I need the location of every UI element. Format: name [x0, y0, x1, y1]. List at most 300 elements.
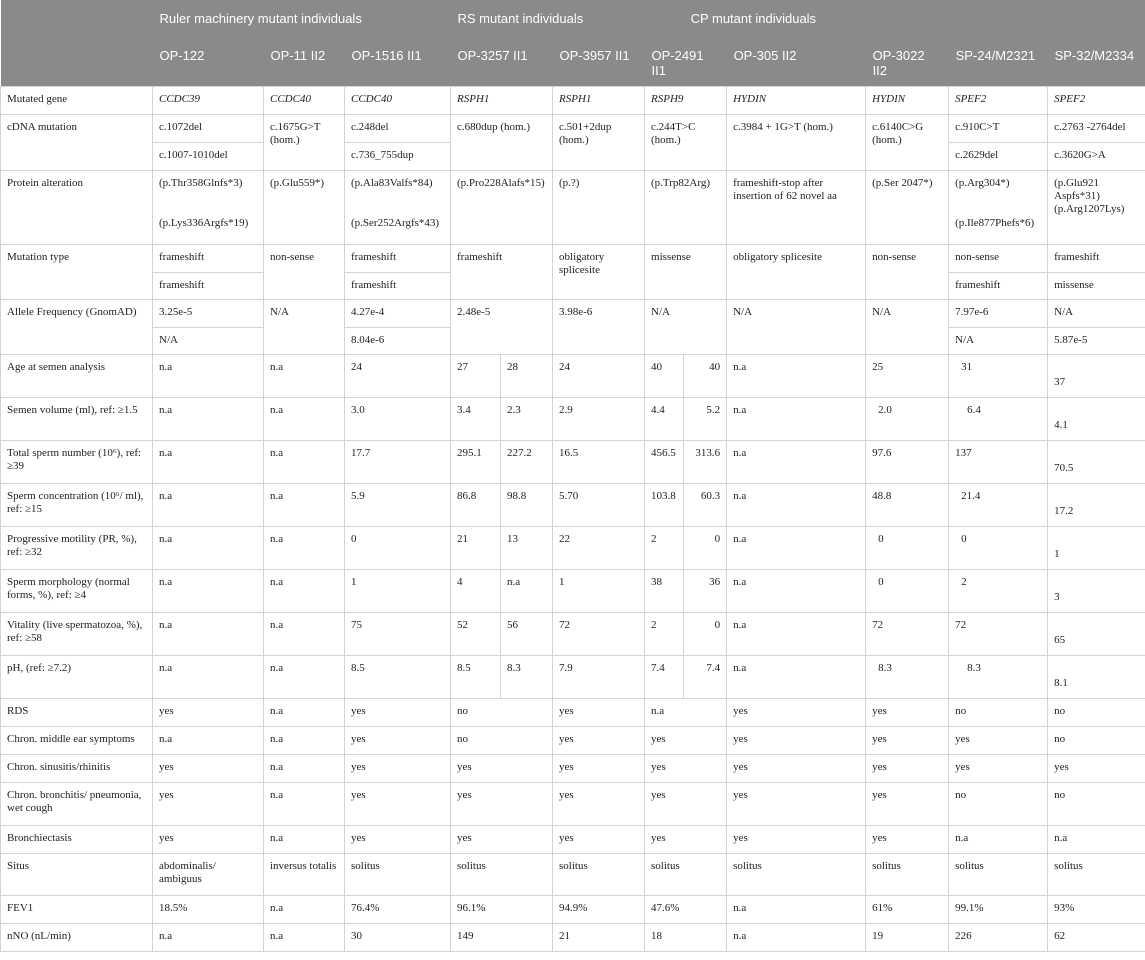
gene-cell: SPEF2 [949, 86, 1048, 114]
value-cell: yes [727, 699, 866, 727]
value-cell: 17.7 [345, 441, 451, 484]
value-cell: n.a [727, 484, 866, 527]
value-cell: 295.1 [451, 441, 501, 484]
value-cell: 40 [684, 355, 727, 398]
value-cell: 8.3 [949, 656, 1048, 699]
allele-cell: 2.48e-5 [451, 300, 553, 355]
value-cell: n.a [264, 755, 345, 783]
value-cell: 86.8 [451, 484, 501, 527]
row-fev1 [1, 896, 1145, 924]
value-cell: solitus [866, 854, 949, 896]
value-cell: n.a [264, 527, 345, 570]
value-cell: 47.6% [645, 896, 727, 924]
row-label: Allele Frequency (GnomAD) [1, 300, 153, 355]
value-cell: n.a [264, 826, 345, 854]
value-cell: 62 [1048, 924, 1145, 952]
value-cell: 0 [345, 527, 451, 570]
value-cell: yes [645, 727, 727, 755]
mtype-cell: missense [645, 245, 727, 300]
row-bronchitis [1, 783, 1145, 826]
value-cell: n.a [645, 699, 727, 727]
value-cell: 99.1% [949, 896, 1048, 924]
value-cell: 226 [949, 924, 1048, 952]
row-label: Progressive motility (PR, %), ref: ≥32 [1, 527, 153, 570]
mtype-cell: frameshift [345, 245, 451, 273]
individual-header: SP-24/M2321 [949, 38, 1048, 86]
value-cell: 1 [345, 570, 451, 613]
cdna-cell: c.2763 -2764del [1048, 114, 1145, 142]
value-cell: 4.1 [1048, 398, 1145, 441]
protein-cell: (p.?) [553, 170, 645, 245]
gene-cell: HYDIN [866, 86, 949, 114]
mtype-cell: non-sense [866, 245, 949, 300]
allele-cell: N/A [949, 328, 1048, 355]
value-cell: n.a [264, 924, 345, 952]
row-sperm-concentration [1, 484, 1145, 527]
value-cell: 21 [451, 527, 501, 570]
mtype-cell: missense [1048, 273, 1145, 300]
protein-cell: (p.Glu921 Aspfs*31) [1048, 170, 1145, 203]
mtype-cell: obligatory splicesite [727, 245, 866, 300]
row-label: Total sperm number (10⁶), ref: ≥39 [1, 441, 153, 484]
allele-cell: N/A [153, 328, 264, 355]
row-ph [1, 656, 1145, 699]
row-progressive-motility [1, 527, 1145, 570]
value-cell: 21.4 [949, 484, 1048, 527]
cdna-cell: c.1675G>T (hom.) [264, 114, 345, 170]
value-cell: 456.5 [645, 441, 684, 484]
value-cell: yes [345, 699, 451, 727]
value-cell: 76.4% [345, 896, 451, 924]
mtype-cell: non-sense [949, 245, 1048, 273]
value-cell: yes [553, 826, 645, 854]
value-cell: solitus [727, 854, 866, 896]
row-cdna [1, 114, 1145, 142]
value-cell: n.a [727, 355, 866, 398]
value-cell: 2 [645, 613, 684, 656]
value-cell: 0 [684, 527, 727, 570]
value-cell: 8.5 [451, 656, 501, 699]
value-cell: n.a [153, 656, 264, 699]
value-cell: 149 [451, 924, 553, 952]
value-cell: 40 [645, 355, 684, 398]
value-cell: 18 [645, 924, 727, 952]
value-cell: yes [727, 755, 866, 783]
individual-header-row [1, 38, 1145, 86]
value-cell: 0 [684, 613, 727, 656]
value-cell: n.a [727, 656, 866, 699]
row-label: Age at semen analysis [1, 355, 153, 398]
value-cell: n.a [153, 613, 264, 656]
value-cell: yes [451, 755, 553, 783]
value-cell: yes [153, 826, 264, 854]
row-situs [1, 854, 1145, 896]
value-cell: 28 [501, 355, 553, 398]
value-cell: 56 [501, 613, 553, 656]
value-cell: 4 [451, 570, 501, 613]
value-cell: 61% [866, 896, 949, 924]
row-label: Chron. middle ear symptoms [1, 727, 153, 755]
value-cell: n.a [153, 727, 264, 755]
mtype-cell: frameshift [153, 245, 264, 273]
value-cell: 8.3 [866, 656, 949, 699]
value-cell: n.a [153, 355, 264, 398]
protein-cell: (p.Glu559*) [264, 170, 345, 245]
cdna-cell: c.244T>C (hom.) [645, 114, 727, 170]
cdna-cell: c.680dup (hom.) [451, 114, 553, 170]
value-cell: 6.4 [949, 398, 1048, 441]
value-cell: n.a [501, 570, 553, 613]
value-cell: n.a [1048, 826, 1145, 854]
value-cell: n.a [264, 727, 345, 755]
value-cell: 0 [949, 527, 1048, 570]
mtype-cell: frameshift [949, 273, 1048, 300]
group-header-row [1, 0, 1145, 38]
value-cell: yes [645, 826, 727, 854]
individual-header: OP-3257 II1 [451, 38, 553, 86]
value-cell: 1 [1048, 527, 1145, 570]
row-label: Bronchiectasis [1, 826, 153, 854]
row-label: FEV1 [1, 896, 153, 924]
allele-cell: 4.27e-4 [345, 300, 451, 328]
value-cell: 38 [645, 570, 684, 613]
value-cell: yes [553, 699, 645, 727]
value-cell: n.a [153, 924, 264, 952]
value-cell: 22 [553, 527, 645, 570]
individual-header: OP-305 II2 [727, 38, 866, 86]
value-cell: 52 [451, 613, 501, 656]
cdna-cell: c.501+2dup (hom.) [553, 114, 645, 170]
value-cell: 8.5 [345, 656, 451, 699]
row-semen-volume [1, 398, 1145, 441]
value-cell: n.a [264, 896, 345, 924]
gene-cell: RSPH9 [645, 86, 727, 114]
value-cell: 0 [866, 527, 949, 570]
value-cell: yes [949, 727, 1048, 755]
value-cell: 93% [1048, 896, 1145, 924]
row-label: Chron. sinusitis/rhinitis [1, 755, 153, 783]
value-cell: no [1048, 727, 1145, 755]
value-cell: no [1048, 783, 1145, 826]
value-cell: solitus [553, 854, 645, 896]
protein-cell: (p.Arg304*) [949, 170, 1048, 203]
allele-cell: 5.87e-5 [1048, 328, 1145, 355]
value-cell: yes [645, 783, 727, 826]
row-label: Semen volume (ml), ref: ≥1.5 [1, 398, 153, 441]
value-cell: 2 [949, 570, 1048, 613]
cdna-cell: c.248del [345, 114, 451, 142]
mtype-cell: frameshift [345, 273, 451, 300]
value-cell: yes [553, 755, 645, 783]
value-cell: 5.70 [553, 484, 645, 527]
value-cell: n.a [264, 656, 345, 699]
value-cell: no [1048, 699, 1145, 727]
value-cell: n.a [727, 570, 866, 613]
gene-cell: CCDC40 [264, 86, 345, 114]
value-cell: yes [866, 755, 949, 783]
value-cell: n.a [727, 398, 866, 441]
gene-cell: CCDC39 [153, 86, 264, 114]
value-cell: n.a [264, 441, 345, 484]
value-cell: yes [1048, 755, 1145, 783]
value-cell: 27 [451, 355, 501, 398]
value-cell: 65 [1048, 613, 1145, 656]
individual-header: OP-11 II2 [264, 38, 345, 86]
value-cell: 36 [684, 570, 727, 613]
value-cell: 70.5 [1048, 441, 1145, 484]
protein-cell: (p.Ala83Valfs*84) [345, 170, 451, 203]
value-cell: n.a [153, 398, 264, 441]
row-protein [1, 170, 1145, 203]
gene-cell: RSPH1 [451, 86, 553, 114]
value-cell: yes [345, 783, 451, 826]
cdna-cell: c.910C>T [949, 114, 1048, 142]
value-cell: 48.8 [866, 484, 949, 527]
row-middle-ear [1, 727, 1145, 755]
cdna-cell: c.736_755dup [345, 142, 451, 170]
cdna-cell: c.1007-1010del [153, 142, 264, 170]
value-cell: n.a [264, 570, 345, 613]
protein-cell: (p.Pro228Alafs*15) [451, 170, 553, 245]
gene-cell: HYDIN [727, 86, 866, 114]
value-cell: 60.3 [684, 484, 727, 527]
corner-cell [1, 38, 153, 86]
row-label: Situs [1, 854, 153, 896]
row-label: pH, (ref: ≥7.2) [1, 656, 153, 699]
value-cell: 98.8 [501, 484, 553, 527]
value-cell: no [451, 727, 553, 755]
protein-cell: (p.Trp82Arg) [645, 170, 727, 245]
mtype-cell: frameshift [1048, 245, 1145, 273]
value-cell: inversus totalis [264, 854, 345, 896]
value-cell: n.a [153, 527, 264, 570]
gene-cell: RSPH1 [553, 86, 645, 114]
allele-cell: N/A [866, 300, 949, 355]
value-cell: yes [345, 755, 451, 783]
cdna-cell: c.3620G>A [1048, 142, 1145, 170]
individual-header: SP-32/M2334 [1048, 38, 1145, 86]
protein-cell: (p.Ser 2047*) [866, 170, 949, 245]
row-label: Sperm morphology (normal forms, %), ref: ≥4 [1, 570, 153, 613]
value-cell: 313.6 [684, 441, 727, 484]
value-cell: 94.9% [553, 896, 645, 924]
value-cell: 2 [645, 527, 684, 570]
individual-header: OP-122 [153, 38, 264, 86]
value-cell: n.a [264, 699, 345, 727]
value-cell: 8.3 [501, 656, 553, 699]
value-cell: yes [949, 755, 1048, 783]
row-nno [1, 924, 1145, 952]
corner-cell [1, 0, 153, 38]
value-cell: yes [866, 826, 949, 854]
value-cell: 24 [345, 355, 451, 398]
row-bronchiectasis [1, 826, 1145, 854]
value-cell: 1 [553, 570, 645, 613]
row-sperm-morphology [1, 570, 1145, 613]
protein-cell: frameshift-stop after insertion of 62 novel aa [727, 170, 866, 245]
value-cell: solitus [451, 854, 553, 896]
value-cell: 19 [866, 924, 949, 952]
value-cell: yes [727, 783, 866, 826]
value-cell: 0 [866, 570, 949, 613]
value-cell: 72 [553, 613, 645, 656]
value-cell: n.a [727, 896, 866, 924]
value-cell: n.a [153, 484, 264, 527]
value-cell: n.a [264, 398, 345, 441]
value-cell: n.a [949, 826, 1048, 854]
individual-header: OP-2491 II1 [645, 38, 727, 86]
allele-cell: N/A [645, 300, 727, 355]
value-cell: yes [451, 826, 553, 854]
value-cell: yes [153, 699, 264, 727]
value-cell: 137 [949, 441, 1048, 484]
protein-cell: (p.Ser252Argfs*43) [345, 203, 451, 245]
row-label: nNO (nL/min) [1, 924, 153, 952]
value-cell: 18.5% [153, 896, 264, 924]
value-cell: yes [727, 826, 866, 854]
mtype-cell: non-sense [264, 245, 345, 300]
row-label: Protein alteration [1, 170, 153, 245]
value-cell: 25 [866, 355, 949, 398]
value-cell: 24 [553, 355, 645, 398]
cdna-cell: c.3984 + 1G>T (hom.) [727, 114, 866, 170]
row-sinusitis [1, 755, 1145, 783]
value-cell: n.a [727, 441, 866, 484]
value-cell: 37 [1048, 355, 1145, 398]
row-label: Mutation type [1, 245, 153, 300]
value-cell: n.a [727, 924, 866, 952]
value-cell: yes [727, 727, 866, 755]
value-cell: 72 [866, 613, 949, 656]
row-allele-frequency [1, 300, 1145, 328]
value-cell: 2.3 [501, 398, 553, 441]
value-cell: yes [345, 826, 451, 854]
value-cell: 3.0 [345, 398, 451, 441]
cdna-cell: c.2629del [949, 142, 1048, 170]
individual-header: OP-1516 II1 [345, 38, 451, 86]
value-cell: yes [866, 783, 949, 826]
value-cell: n.a [264, 484, 345, 527]
value-cell: 3.4 [451, 398, 501, 441]
mtype-cell: frameshift [153, 273, 264, 300]
value-cell: 2.9 [553, 398, 645, 441]
row-mutated-gene [1, 86, 1145, 114]
allele-cell: N/A [264, 300, 345, 355]
protein-cell: (p.Thr358Glnfs*3) [153, 170, 264, 203]
allele-cell: 3.25e-5 [153, 300, 264, 328]
value-cell: 227.2 [501, 441, 553, 484]
group-ruler-header: Ruler machinery mutant individuals [153, 0, 451, 38]
value-cell: 3 [1048, 570, 1145, 613]
value-cell: 4.4 [645, 398, 684, 441]
value-cell: 21 [553, 924, 645, 952]
allele-cell: 3.98e-6 [553, 300, 645, 355]
value-cell: 7.4 [645, 656, 684, 699]
allele-cell: 8.04e-6 [345, 328, 451, 355]
allele-cell: N/A [727, 300, 866, 355]
row-label: cDNA mutation [1, 114, 153, 170]
value-cell: n.a [264, 355, 345, 398]
value-cell: 8.1 [1048, 656, 1145, 699]
value-cell: no [949, 699, 1048, 727]
cdna-cell: c.6140C>G (hom.) [866, 114, 949, 170]
value-cell: 7.4 [684, 656, 727, 699]
value-cell: n.a [153, 570, 264, 613]
value-cell: n.a [727, 527, 866, 570]
value-cell: solitus [645, 854, 727, 896]
row-label: Sperm concentration (10⁶/ ml), ref: ≥15 [1, 484, 153, 527]
value-cell: 5.9 [345, 484, 451, 527]
individual-header: OP-3022 II2 [866, 38, 949, 86]
value-cell: 97.6 [866, 441, 949, 484]
value-cell: 17.2 [1048, 484, 1145, 527]
allele-cell: N/A [1048, 300, 1145, 328]
value-cell: n.a [264, 783, 345, 826]
value-cell: 75 [345, 613, 451, 656]
row-label: Mutated gene [1, 86, 153, 114]
value-cell: 103.8 [645, 484, 684, 527]
row-label: Chron. bronchitis/ pneumonia, wet cough [1, 783, 153, 826]
cdna-cell: c.1072del [153, 114, 264, 142]
value-cell: 7.9 [553, 656, 645, 699]
row-age [1, 355, 1145, 398]
mtype-cell: frameshift [451, 245, 553, 300]
value-cell: yes [866, 699, 949, 727]
value-cell: no [949, 783, 1048, 826]
value-cell: 96.1% [451, 896, 553, 924]
value-cell: yes [553, 783, 645, 826]
value-cell: n.a [153, 441, 264, 484]
gene-cell: CCDC40 [345, 86, 451, 114]
value-cell: yes [451, 783, 553, 826]
row-label: Vitality (live spermatozoa, %), ref: ≥58 [1, 613, 153, 656]
value-cell: 2.0 [866, 398, 949, 441]
value-cell: yes [345, 727, 451, 755]
protein-cell: (p.Arg1207Lys) [1048, 203, 1145, 245]
row-label: RDS [1, 699, 153, 727]
value-cell: abdominalis/ ambiguus [153, 854, 264, 896]
individual-header: OP-3957 II1 [553, 38, 645, 86]
row-vitality [1, 613, 1145, 656]
value-cell: 30 [345, 924, 451, 952]
value-cell: yes [645, 755, 727, 783]
allele-cell: 7.97e-6 [949, 300, 1048, 328]
mtype-cell: obligatory splicesite [553, 245, 645, 300]
value-cell: 5.2 [684, 398, 727, 441]
value-cell: solitus [949, 854, 1048, 896]
row-mutation-type [1, 245, 1145, 273]
group-rs-header: RS mutant individuals [451, 0, 684, 38]
value-cell: yes [866, 727, 949, 755]
protein-cell: (p.Lys336Argfs*19) [153, 203, 264, 245]
gene-cell: SPEF2 [1048, 86, 1145, 114]
row-rds [1, 699, 1145, 727]
value-cell: n.a [264, 613, 345, 656]
value-cell: 13 [501, 527, 553, 570]
value-cell: n.a [727, 613, 866, 656]
value-cell: yes [153, 783, 264, 826]
value-cell: 31 [949, 355, 1048, 398]
value-cell: yes [153, 755, 264, 783]
value-cell: 16.5 [553, 441, 645, 484]
group-cp-header: CP mutant individuals [684, 0, 1145, 38]
row-total-sperm [1, 441, 1145, 484]
value-cell: no [451, 699, 553, 727]
protein-cell: (p.Ile877Phefs*6) [949, 203, 1048, 245]
value-cell: solitus [345, 854, 451, 896]
value-cell: yes [553, 727, 645, 755]
value-cell: solitus [1048, 854, 1145, 896]
